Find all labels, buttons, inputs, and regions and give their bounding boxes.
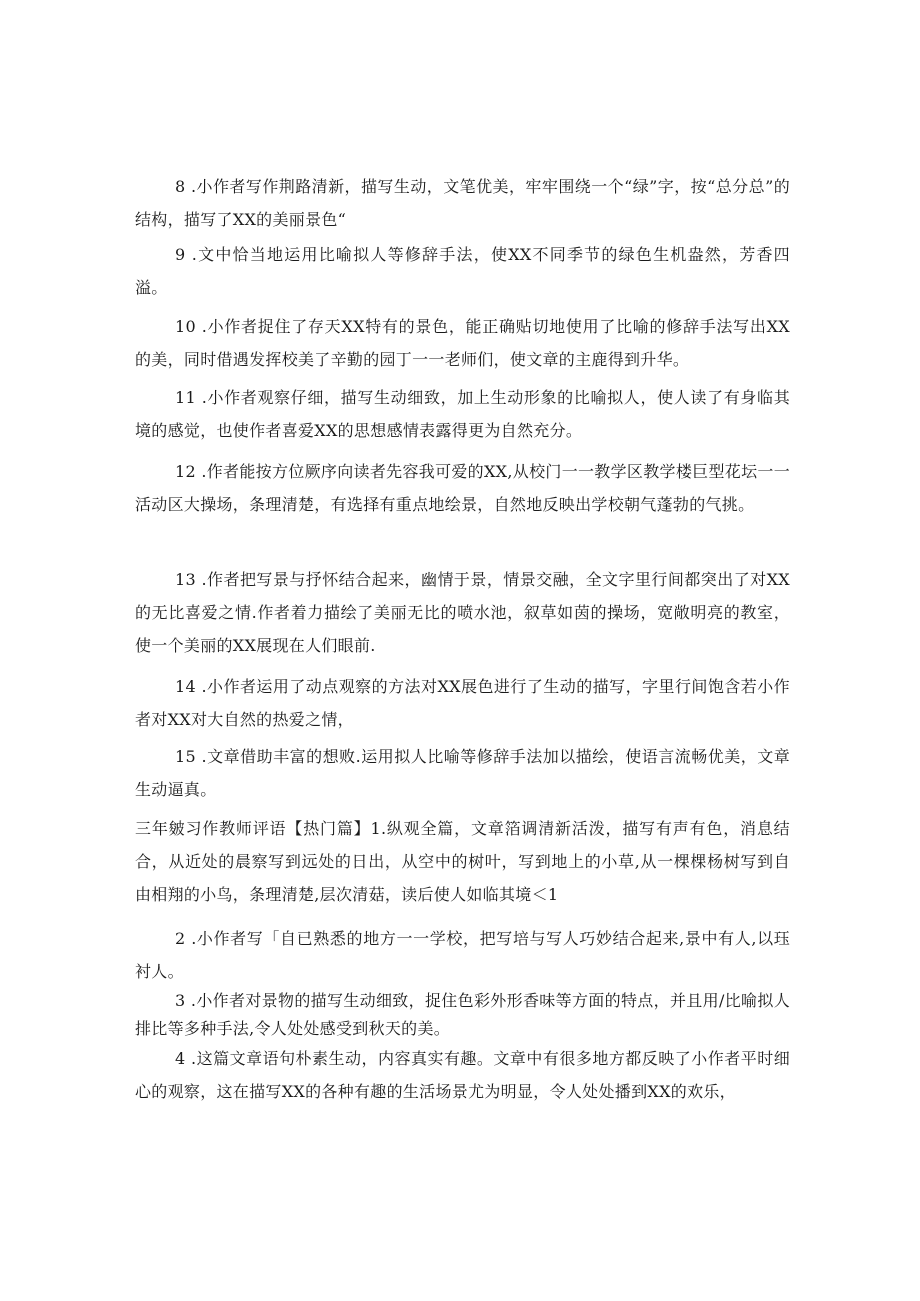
comment-paragraph-13: 13 .作者把写景与抒怀结合起来，幽情于景，情景交融，全文字里行间都突出了对XX的无比喜爱之情.作者着力描绘了美丽无比的喷水池，叙草如茵的操场，宽敞明亮的教室，使一个美丽的XX展现在人们眼前. [135, 570, 790, 655]
section-heading-paragraph: 三年皴习作教师评语【热门篇】1.纵观全篇，文章箔调清新活泼，描写有声有色，消息结合，从近处的晨察写到远处的日出，从空中的树叶，写到地上的小草,从一棵棵杨树写到自由相翔的小鸟，条理清楚,层次清菇，读后使人如临其境＜1 [135, 819, 790, 904]
comment-paragraph-14: 14 .小作者运用了动点观察的方法对XX展色进行了生动的描写，字里行间饱含若小作者对XX对大自然的热爱之情， [135, 677, 790, 729]
comment-paragraph-2: 2 .小作者写「自已熟悉的地方一一学校，把写培与写人巧妙结合起来,景中有人,以珏衬人。 [135, 929, 790, 981]
comment-paragraph-8: 8 .小作者写作荆路清新，描写生动，文笔优美，牢牢围绕一个“绿”字，按“总分总”的结构，描写了XX的美丽景色“ [135, 177, 790, 229]
comment-paragraph-10: 10 .小作者捉住了存天XX特有的景色，能正确贴切地使用了比喻的修辞手法写出XX的美，同时借遇发挥校美了辛勤的园丁一一老师们，使文章的主鹿得到升华。 [135, 317, 790, 369]
comment-paragraph-15: 15 .文章借助丰富的想败.运用拟人比喻等修辞手法加以描绘，使语言流畅优美，文章生动逼真。 [135, 747, 790, 799]
comment-paragraph-3: 3 .小作者对景物的描写生动细致，捉住色彩外形香味等方面的特点，并且用/比喻拟人排比等多种手法,令人处处感受到秋天的美。 [135, 991, 790, 1038]
comment-paragraph-4: 4 .这篇文章语句朴素生动，内容真实有趣。文章中有很多地方都反映了小作者平时细心的观察，这在描写XX的各种有趣的生活场景尤为明显，令人处处播到XX的欢乐， [135, 1049, 790, 1101]
comment-paragraph-11: 11 .小作者观察仔细，描写生动细致，加上生动形象的比喻拟人，使人读了有身临其境的感觉，也使作者喜爱XX的思想感情表露得更为自然充分。 [135, 388, 790, 440]
comment-paragraph-12: 12 .作者能按方位厥序向读者先容我可爱的XX,从校门一一教学区教学楼巨型花坛一一活动区大操场，条理清楚，有选择有重点地绘景，自然地反映出学校朝气蓬勃的气挑。 [135, 462, 790, 514]
comment-paragraph-9: 9 .文中恰当地运用比喻拟人等修辞手法，使XX不同季节的绿色生机盎然，芳香四溢。 [135, 245, 790, 297]
